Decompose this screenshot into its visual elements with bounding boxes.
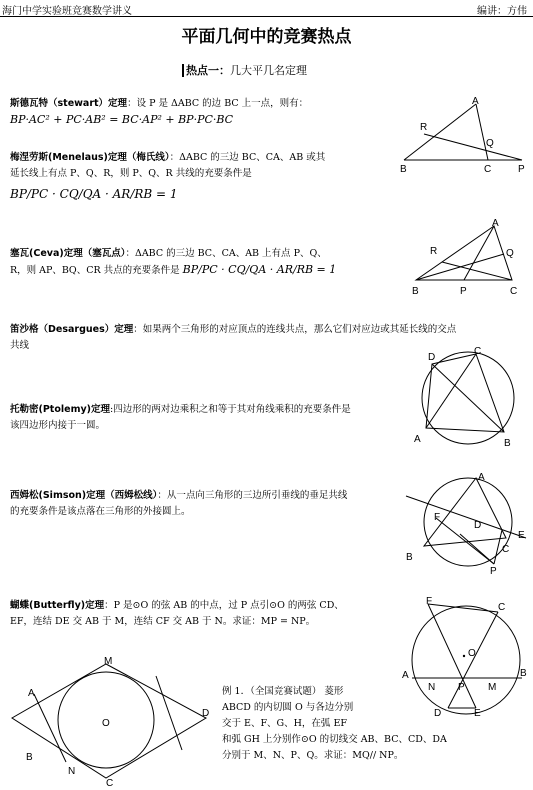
fig5-label-B: B <box>520 668 527 679</box>
butterfly-figure <box>402 594 528 718</box>
fig5-label-C: C <box>498 602 506 613</box>
fig3-label-B: B <box>504 438 511 449</box>
fig1-label-C: C <box>484 164 492 175</box>
fig6-label-A: A <box>28 688 35 699</box>
menelaus-text: ：ΔABC 的三边 BC、CA、AB 或其 <box>169 152 326 163</box>
fig6-label-N: N <box>68 766 76 777</box>
menelaus-text2: 延长线上有点 P、Q、R，则 P、Q、R 共线的充要条件是 <box>10 168 252 179</box>
ceva-text2: R，则 AP、BQ、CR 共点的充要条件是 <box>10 265 180 276</box>
butterfly-text2: EF，连结 DE 交 AB 于 M，连结 CF 交 AB 于 N。求证：MP = NP。 <box>10 616 316 627</box>
menelaus-formula: BP/PC · CQ/QA · AR/RB = 1 <box>10 187 178 201</box>
fig3-label-A: A <box>414 434 421 445</box>
fig1-label-A: A <box>472 96 479 107</box>
stewart-formula: BP·AC² + PC·AB² = BC·AP² + BP·PC·BC <box>10 113 234 126</box>
rhombus-figure <box>6 656 216 786</box>
fig5-label-M: M <box>488 682 497 693</box>
fig4-label-P: P <box>490 566 497 577</box>
fig2-label-R: R <box>430 246 438 257</box>
fig6-label-O: O <box>102 718 110 729</box>
subtitle-text: 几大平几名定理 <box>230 64 307 77</box>
menelaus-section <box>10 150 400 206</box>
example-line1: 例 1．（全国竞赛试题） 菱形 <box>222 686 344 697</box>
fig4-label-F: F <box>434 512 441 523</box>
ceva-text: ：ΔABC 的三边 BC、CA、AB 上有点 P、Q、 <box>125 248 327 259</box>
desargues-text2: 共线 <box>10 340 30 351</box>
butterfly-section <box>10 598 405 630</box>
fig5-label-P: P <box>458 682 465 693</box>
subtitle-label: 热点一： <box>182 64 230 77</box>
fig1-label-P: P <box>518 164 525 175</box>
fig6-label-C: C <box>106 778 114 786</box>
fig4-label-A: A <box>478 472 485 483</box>
menelaus-name: 梅涅劳斯(Menelaus)定理（梅氏线） <box>10 152 170 163</box>
example-line2: ABCD 的内切圆 O 与各边分别 <box>222 702 354 713</box>
simson-text2: 的充要条件是该点落在三角形的外接圆上。 <box>10 506 191 517</box>
fig1-label-B: B <box>400 164 407 175</box>
simson-section <box>10 488 405 520</box>
ptolemy-name: 托勒密(Ptolemy)定理 <box>10 404 111 415</box>
page-title: 平面几何中的竞赛热点 <box>181 27 352 47</box>
ptolemy-text: :四边形的两对边乘积之和等于其对角线乘积的充要条件是 <box>110 404 351 415</box>
ceva-figure <box>408 218 526 300</box>
simson-text: ：从一点向三角形的三边所引垂线的垂足共线 <box>157 490 348 501</box>
fig5-label-D: D <box>434 708 442 718</box>
page-header <box>0 0 533 17</box>
header-right: 编讲：方伟 <box>477 6 527 17</box>
desargues-text: ：如果两个三角形的对应顶点的连线共点，那么它们对应边或其延长线的交点 <box>133 324 457 335</box>
fig2-label-A: A <box>492 218 499 229</box>
simson-figure <box>398 466 528 578</box>
fig3-label-D: D <box>428 352 436 363</box>
fig6-label-M: M <box>104 656 113 667</box>
fig2-label-Q: Q <box>506 248 514 259</box>
fig2-label-B: B <box>412 286 419 297</box>
fig2-label-P: P <box>460 286 467 297</box>
ceva-formula: BP/PC · CQ/QA · AR/RB = 1 <box>182 263 337 276</box>
ceva-name: 塞瓦(Ceva)定理（塞瓦点） <box>10 248 126 259</box>
subtitle <box>182 62 307 78</box>
fig1-label-Q: Q <box>486 138 494 149</box>
example-line5: 分别于 M、N、P、Q。求证：MQ// NP。 <box>222 750 404 761</box>
fig5-center-point <box>463 655 465 657</box>
fig6-label-B: B <box>26 752 33 763</box>
fig4-label-B: B <box>406 552 413 563</box>
fig6-label-D: D <box>202 708 210 719</box>
ceva-section <box>10 246 405 279</box>
menelaus-figure <box>398 96 528 176</box>
stewart-text: ：设 P 是 ΔABC 的边 BC 上一点，则有： <box>127 98 309 109</box>
fig4-label-C: C <box>502 544 510 555</box>
fig5-label-A: A <box>402 670 409 681</box>
header-left: 海门中学实验班竞赛数学讲义 <box>2 6 132 17</box>
stewart-name: 斯德瓦特（stewart）定理 <box>10 98 128 109</box>
fig1-label-R: R <box>420 122 428 133</box>
fig5-label-E: E <box>474 708 481 718</box>
fig5-label-O: O <box>468 648 476 659</box>
example-line3: 交于 E、F、G、H，在弧 EF <box>222 718 347 729</box>
butterfly-text: ：P 是⊙O 的弦 AB 的中点，过 P 点引⊙O 的两弦 CD、 <box>104 600 344 611</box>
fig2-label-C: C <box>510 286 518 297</box>
simson-name: 西姆松(Simson)定理（西姆松线） <box>10 490 158 501</box>
fig5-label-N: N <box>428 682 436 693</box>
fig5-label-F: F <box>426 596 433 607</box>
fig3-label-C: C <box>474 346 482 357</box>
desargues-name: 笛沙格（Desargues）定理 <box>10 324 134 335</box>
ptolemy-section <box>10 402 405 434</box>
butterfly-name: 蝴蝶(Butterfly)定理 <box>10 600 105 611</box>
stewart-section <box>10 96 400 129</box>
ptolemy-text2: 该四边形内接于一圆。 <box>10 420 106 431</box>
fig4-label-D: D <box>474 520 482 531</box>
ptolemy-figure <box>408 346 528 456</box>
example-line4: 和弧 GH 上分别作⊙O 的切线交 AB、BC、CD、DA <box>222 734 447 745</box>
fig4-label-E: E <box>518 530 525 541</box>
